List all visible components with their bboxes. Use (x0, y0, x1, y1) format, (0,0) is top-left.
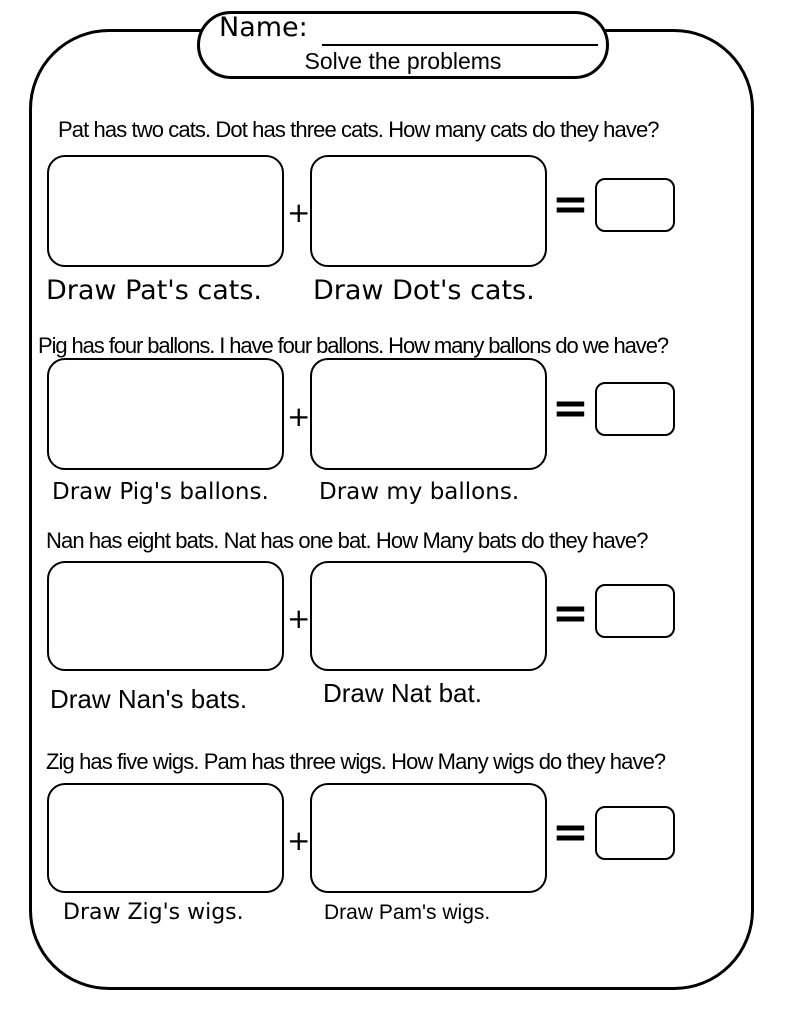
problem-2-left-drawing-box[interactable] (47, 358, 284, 470)
problem-1-equals-sign: = (552, 179, 589, 230)
name-label: Name: (219, 12, 308, 43)
problem-3-plus-sign: + (287, 602, 311, 635)
problem-2-equals-sign: = (552, 383, 589, 434)
name-line[interactable] (322, 44, 598, 46)
problem-4-equals-sign: = (552, 807, 589, 858)
problem-1-question: Pat has two cats. Dot has three cats. How many cats do they have? (58, 117, 659, 142)
problem-3-left-caption: Draw Nan's bats. (50, 684, 248, 714)
problem-3-equals-sign: = (552, 588, 589, 639)
problem-3-left-drawing-box[interactable] (47, 561, 284, 671)
worksheet-header (197, 11, 609, 79)
problem-2-right-caption: Draw my ballons. (319, 479, 520, 505)
problem-3-answer-box[interactable] (595, 584, 675, 638)
problem-3-question: Nan has eight bats. Nat has one bat. How Many bats do they have? (46, 528, 648, 553)
problem-3-right-drawing-box[interactable] (310, 561, 547, 671)
problem-4-right-drawing-box[interactable] (310, 783, 547, 893)
problem-1-plus-sign: + (287, 196, 311, 229)
problem-1-left-drawing-box[interactable] (47, 155, 284, 267)
problem-2-right-drawing-box[interactable] (310, 358, 547, 470)
worksheet-subtitle: Solve the problems (304, 48, 502, 74)
problem-3-right-caption: Draw Nat bat. (323, 678, 482, 708)
problem-1-left-caption: Draw Pat's cats. (46, 275, 262, 306)
problem-4-answer-box[interactable] (595, 806, 675, 860)
problem-1-right-caption: Draw Dot's cats. (313, 275, 535, 306)
problem-2-left-caption: Draw Pig's ballons. (52, 479, 269, 505)
problem-4-question: Zig has five wigs. Pam has three wigs. How Many wigs do they have? (46, 749, 666, 774)
problem-4-left-drawing-box[interactable] (47, 783, 284, 893)
problem-1-answer-box[interactable] (595, 178, 675, 232)
problem-2-plus-sign: + (287, 400, 311, 433)
problem-4-left-caption: Draw Zig's wigs. (63, 900, 244, 925)
problem-4-plus-sign: + (287, 824, 311, 857)
problem-4-right-caption: Draw Pam's wigs. (324, 901, 491, 924)
problem-2-answer-box[interactable] (595, 382, 675, 436)
problem-2-question: Pig has four ballons. I have four ballons. How many ballons do we have? (38, 333, 668, 358)
problem-1-right-drawing-box[interactable] (310, 155, 547, 267)
